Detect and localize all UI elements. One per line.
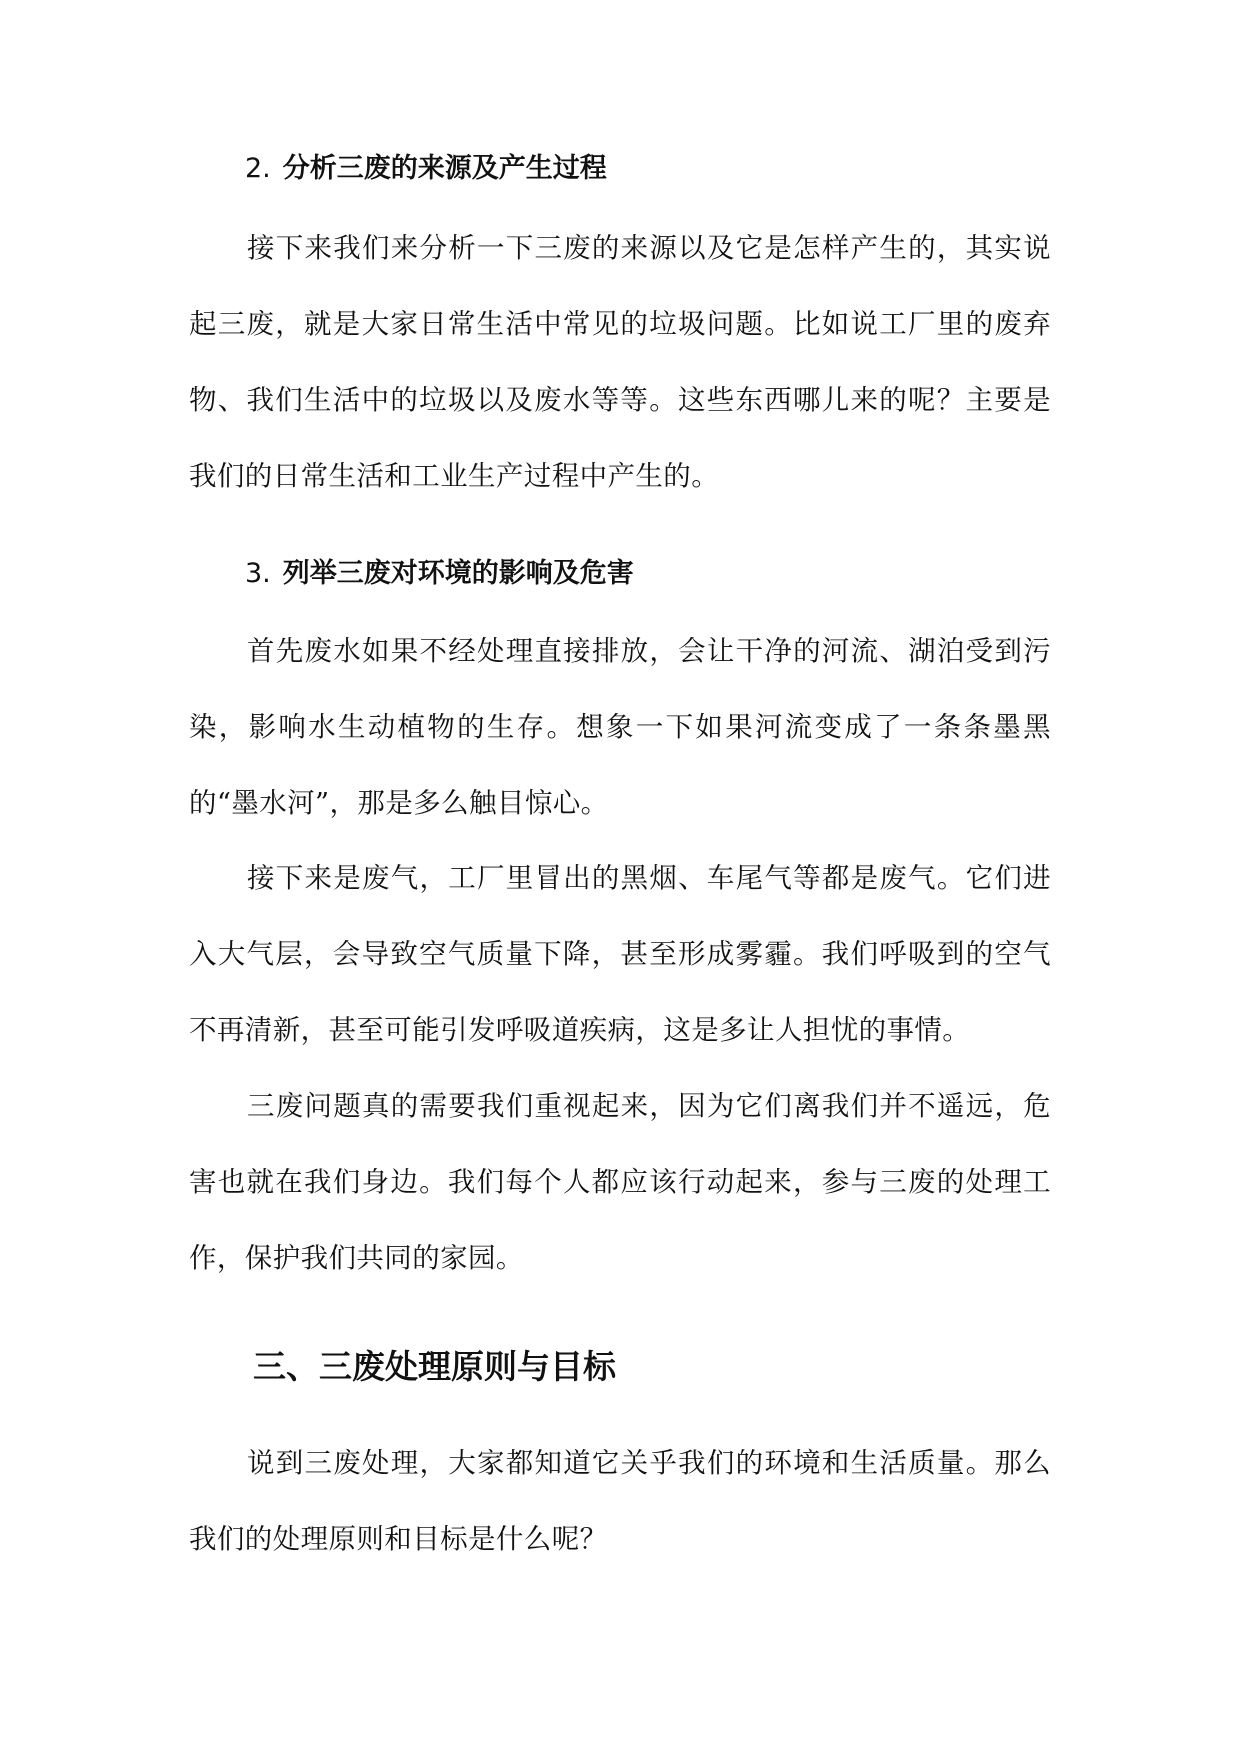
subheading-number: 2. — [245, 153, 271, 184]
paragraph-waste-gas: 接下来是废气，工厂里冒出的黑烟、车尾气等都是废气。它们进入大气层，会导致空气质量下降，甚至形成雾霾。我们呼吸到的空气不再清新，甚至可能引发呼吸道疾病，这是多让人担忧的事情。 — [189, 862, 1051, 1046]
section-heading-principles: 三、三废处理原则与目标 — [253, 1347, 616, 1386]
paragraph-wastewater: 首先废水如果不经处理直接排放，会让干净的河流、湖泊受到污染，影响水生动植物的生存。想象一下如果河流变成了一条条墨黑的“墨水河”，那是多么触目惊心。 — [189, 635, 1051, 819]
subheading-impacts — [245, 554, 634, 594]
subheading-title: 分析三废的来源及产生过程 — [282, 153, 607, 184]
subheading-sources — [245, 149, 607, 189]
subheading-number: 3. — [245, 558, 271, 589]
subheading-title: 列举三废对环境的影响及危害 — [282, 558, 634, 589]
paragraph-sources: 接下来我们来分析一下三废的来源以及它是怎样产生的，其实说起三废，就是大家日常生活中常见的垃圾问题。比如说工厂里的废弃物、我们生活中的垃圾以及废水等等。这些东西哪儿来的呢？主要是我们的日常生活和工业生产过程中产生的。 — [189, 232, 1051, 492]
paragraph-call-to-action: 三废问题真的需要我们重视起来，因为它们离我们并不遥远，危害也就在我们身边。我们每个人都应该行动起来，参与三废的处理工作，保护我们共同的家园。 — [189, 1090, 1051, 1274]
paragraph-principles-intro: 说到三废处理，大家都知道它关乎我们的环境和生活质量。那么我们的处理原则和目标是什么呢？ — [189, 1447, 1051, 1555]
